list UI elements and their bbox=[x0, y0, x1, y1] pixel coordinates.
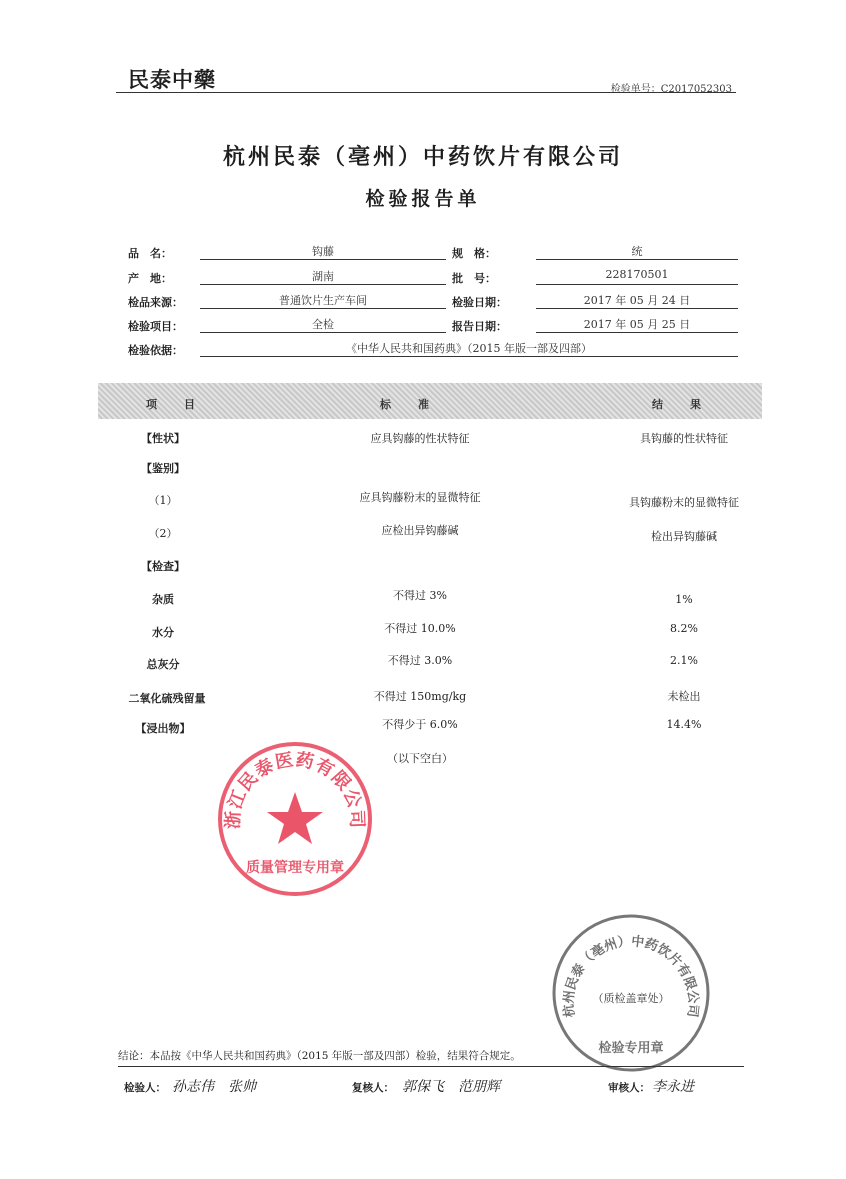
row-item: （2） bbox=[148, 527, 178, 540]
conclusion-text: 结论：本品按《中华人民共和国药典》（2015 年版一部及四部）检验，结果符合规定。 bbox=[118, 1050, 521, 1062]
row-result: 未检出 bbox=[667, 690, 701, 703]
seal-outer-text: 浙江民泰医药有限公司 bbox=[222, 749, 368, 830]
row-standard: 不得过 3% bbox=[393, 589, 447, 602]
source-label: 检品来源： bbox=[128, 296, 183, 309]
basis-value: 《中华人民共和国药典》（2015 年版一部及四部） bbox=[200, 340, 738, 357]
batch-value: 228170501 bbox=[536, 268, 738, 285]
test-date-label: 检验日期： bbox=[452, 296, 507, 309]
row-standard: 不得少于 6.0% bbox=[382, 718, 458, 731]
row-item: 二氧化硫残留量 bbox=[128, 692, 206, 705]
svg-text:杭州民泰（亳州）中药饮片有限公司 bbox=[561, 933, 702, 1018]
header-result: 结 果 bbox=[652, 398, 709, 411]
company-logo: 民泰中藥 bbox=[128, 67, 216, 92]
document-title: 检验报告单 bbox=[365, 188, 481, 210]
row-item: 总灰分 bbox=[146, 658, 180, 671]
row-item: 水分 bbox=[152, 626, 174, 639]
product-label: 品 名： bbox=[128, 247, 172, 260]
row-standard: 应检出异钩藤碱 bbox=[381, 524, 459, 537]
row-item: 【鉴别】 bbox=[141, 462, 185, 475]
inspector-label: 检验人： bbox=[124, 1082, 166, 1094]
blank-note: （以下空白） bbox=[387, 752, 453, 765]
inspection-seal-stamp bbox=[550, 912, 712, 1074]
product-value: 钩藤 bbox=[200, 243, 446, 260]
spec-label: 规 格： bbox=[452, 247, 496, 260]
origin-label: 产 地： bbox=[128, 272, 172, 285]
row-item: （1） bbox=[148, 494, 178, 507]
seal2-note: （质检盖章处） bbox=[592, 992, 670, 1005]
row-standard: 不得过 3.0% bbox=[387, 654, 453, 667]
row-item: 杂质 bbox=[152, 593, 174, 606]
report-date-label: 报告日期： bbox=[452, 320, 507, 333]
row-item: 【性状】 bbox=[141, 432, 185, 445]
header-item: 项 目 bbox=[146, 398, 203, 411]
batch-label: 批 号： bbox=[452, 272, 496, 285]
row-standard: 不得过 10.0% bbox=[384, 622, 456, 635]
test-date-value: 2017 年 05 月 24 日 bbox=[536, 292, 738, 309]
approver-signature: 李永进 bbox=[652, 1079, 694, 1095]
quality-seal-stamp bbox=[216, 740, 374, 898]
inspector-signature: 孙志伟 张帅 bbox=[172, 1079, 256, 1095]
reviewer-label: 复核人： bbox=[352, 1082, 394, 1094]
header-divider bbox=[116, 92, 736, 93]
row-result: 具钩藤粉末的显微特征 bbox=[629, 496, 739, 509]
source-value: 普通饮片生产车间 bbox=[200, 292, 446, 309]
header-standard: 标 准 bbox=[380, 398, 437, 411]
reviewer-signature: 郭保飞 范朋辉 bbox=[402, 1079, 500, 1095]
footer-divider bbox=[118, 1066, 744, 1067]
row-item: 【浸出物】 bbox=[135, 722, 191, 735]
row-standard: 应具钩藤粉末的显微特征 bbox=[359, 491, 481, 504]
table-header bbox=[98, 383, 762, 419]
seal-inner-text: 质量管理专用章 bbox=[246, 860, 344, 876]
origin-value: 湖南 bbox=[200, 268, 446, 285]
row-result: 检出异钩藤碱 bbox=[651, 530, 717, 543]
spec-value: 统 bbox=[536, 243, 738, 260]
basis-label: 检验依据： bbox=[128, 344, 183, 357]
item-value: 全检 bbox=[200, 316, 446, 333]
report-date-value: 2017 年 05 月 25 日 bbox=[536, 316, 738, 333]
row-result: 8.2% bbox=[670, 622, 698, 635]
row-standard: 不得过 150mg/kg bbox=[373, 690, 467, 703]
report-number: 检验单号：C2017052303 bbox=[610, 84, 732, 95]
row-item: 【检查】 bbox=[141, 560, 185, 573]
item-label: 检验项目： bbox=[128, 320, 183, 333]
row-result: 1% bbox=[675, 593, 693, 606]
seal2-outer-text: 杭州民泰（亳州）中药饮片有限公司 bbox=[561, 934, 701, 1019]
row-result: 2.1% bbox=[670, 654, 698, 667]
row-standard: 应具钩藤的性状特征 bbox=[370, 432, 470, 445]
row-result: 具钩藤的性状特征 bbox=[640, 432, 728, 445]
company-name: 杭州民泰（亳州）中药饮片有限公司 bbox=[222, 144, 623, 170]
approver-label: 审核人： bbox=[608, 1082, 650, 1094]
seal2-inner-text: 检验专用章 bbox=[598, 1041, 664, 1056]
row-result: 14.4% bbox=[666, 718, 702, 731]
